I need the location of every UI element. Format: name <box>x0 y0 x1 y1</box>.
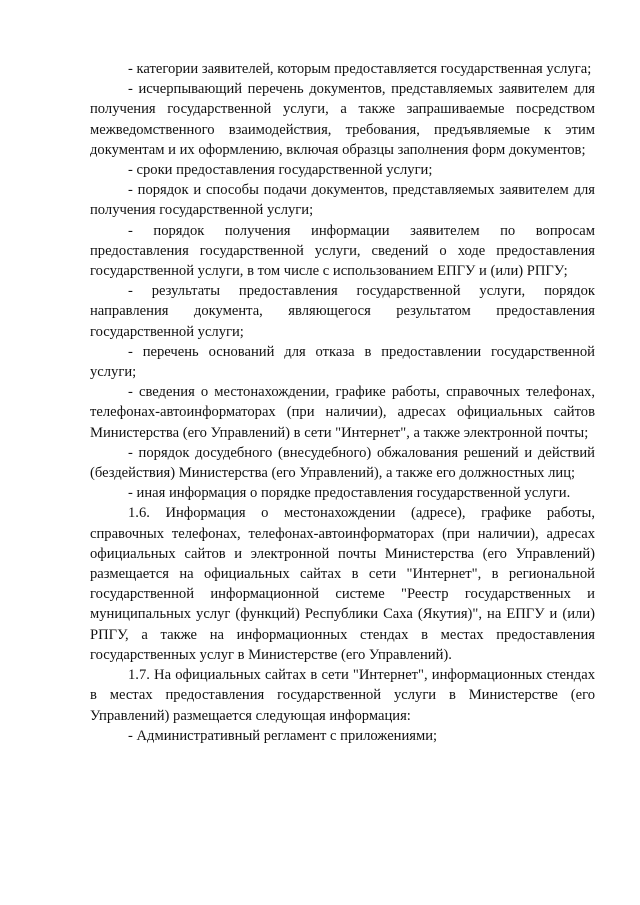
list-item-documents-list: - исчерпывающий перечень документов, представляемых заявителем для получения государственной услуги, а также запрашиваемые посредством межведомственного взаимодействия, требования, предъявляемые к этим документам и их оформлению, включая образцы заполнения форм документов; <box>90 81 595 158</box>
list-item-other-information: - иная информация о порядке предоставления государственной услуги. <box>128 485 571 502</box>
list-item-contact-details: - сведения о местонахождении, графике работы, справочных телефонах, телефонах-автоинформаторах (при наличии), адресах официальных сайтов Министерства (его Управлений) в сети "Интернет", а также электронной почты; <box>90 384 595 441</box>
list-item-refusal-grounds: - перечень оснований для отказа в предоставлении государственной услуги; <box>90 343 595 381</box>
document-body <box>90 59 595 746</box>
section-1-7: 1.7. На официальных сайтах в сети "Интернет", информационных стендах в местах предоставления государственной услуги в Министерстве (его Управлений) размещается следующая информация: <box>90 667 595 724</box>
list-item-appeal-procedure: - порядок досудебного (внесудебного) обжалования решений и действий (бездействия) Министерства (его Управлений), а также его должностных лиц; <box>90 444 595 482</box>
list-item-service-results: - результаты предоставления государственной услуги, порядок направления документа, являющегося результатом предоставления государственной услуги; <box>90 283 595 340</box>
list-item-admin-regulation: - Административный регламент с приложениями; <box>128 727 438 744</box>
list-item-service-terms: - сроки предоставления государственной услуги; <box>128 162 433 179</box>
list-item-submission-methods: - порядок и способы подачи документов, представляемых заявителем для получения государственной услуги; <box>90 182 595 219</box>
section-1-6: 1.6. Информация о местонахождении (адресе), графике работы, справочных телефонах, телефонах-автоинформаторах (при наличии), адресах официальных сайтов и электронной почты Министерства (его Управлений) размещается на официальных сайтах в сети "Интернет", в региональной государственной информационной системе "Реестр государственных и муниципальных услуг (функций) Республики Саха (Якутия)", на ЕПГУ и (или) РПГУ, а также на информационных стендах в местах предоставления государственных услуг в Министерстве (его Управлений). <box>90 505 595 663</box>
list-item-information-procedure: - порядок получения информации заявителем по вопросам предоставления государственной услуги, сведений о ходе предоставления государственной услуги, в том числе с использованием ЕПГУ и (или) РПГУ; <box>90 222 595 280</box>
list-item-applicant-categories: - категории заявителей, которым предоставляется государственная услуга; <box>128 61 592 77</box>
